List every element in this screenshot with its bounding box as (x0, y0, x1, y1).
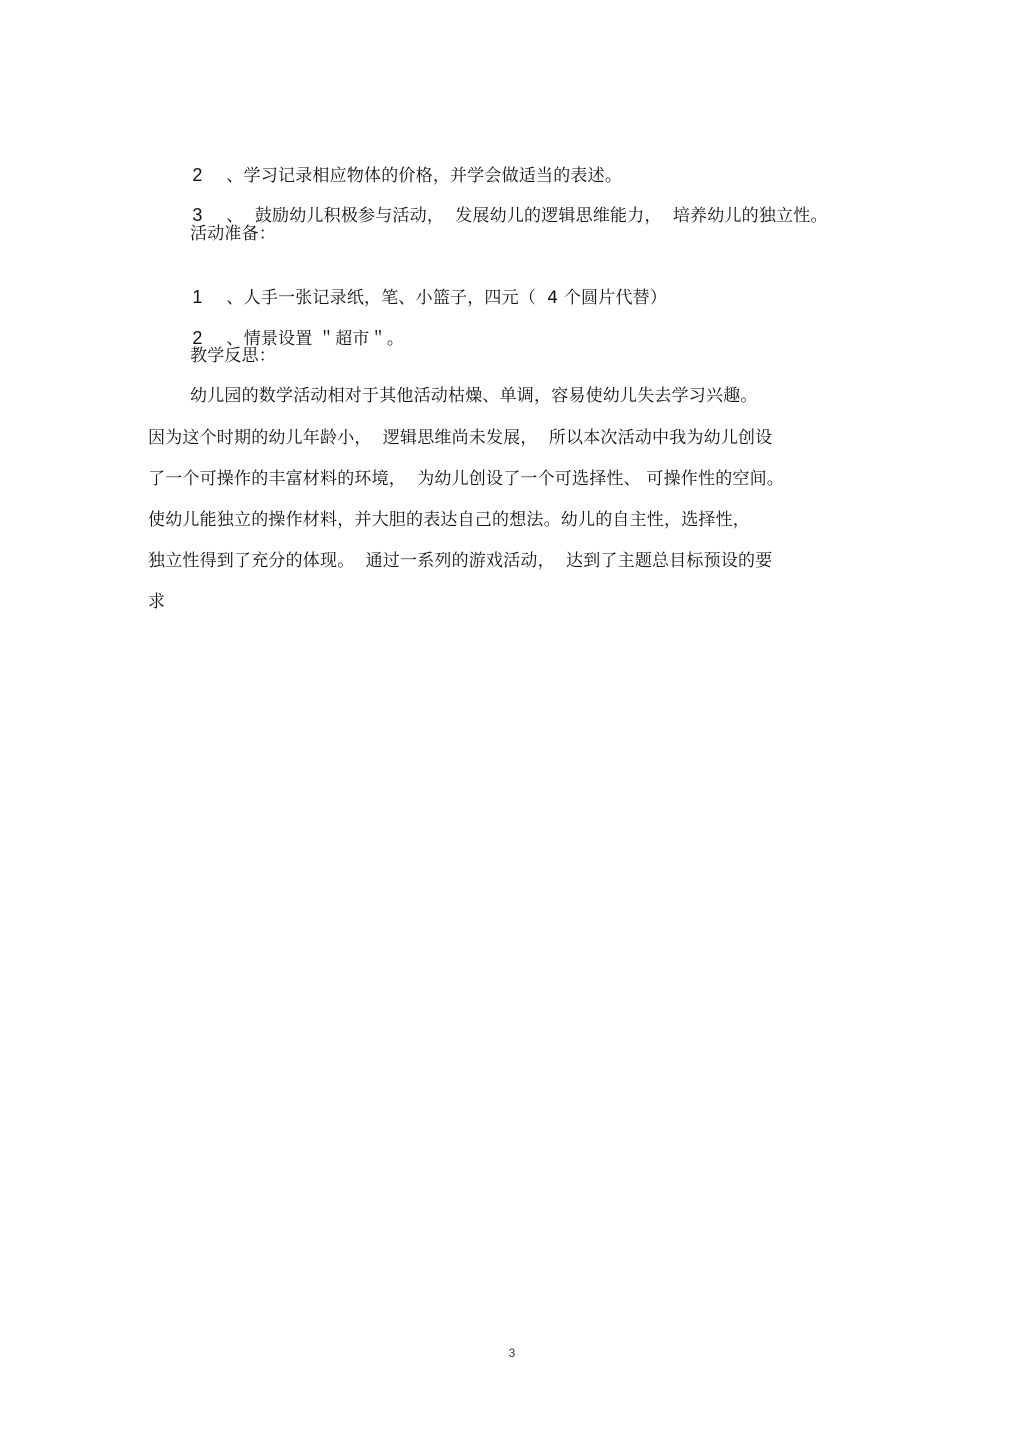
prep-number: 2 (192, 328, 203, 348)
prep-text: 、人手一张记录纸，笔、小篮子，四元（ 4 个圆片代替） (226, 288, 668, 308)
objective-text: 、学习记录相应物体的价格，并学会做适当的表述。 (226, 166, 623, 186)
reflection-line: 独立性得到了充分的体现。 通过一系列的游戏活动， 达到了主题总目标预设的要 (148, 551, 773, 571)
reflection-line: 幼儿园的数学活动相对于其他活动枯燥、单调，容易使幼儿失去学习兴趣。 (190, 386, 758, 406)
reflection-line: 求 (148, 592, 166, 612)
page-number: 3 (508, 1346, 516, 1360)
prep-text: 、情景设置 ＂超市＂。 (226, 329, 405, 349)
prep-heading: 活动准备： (190, 224, 276, 244)
reflection-line: 了一个可操作的丰富材料的环境， 为幼儿创设了一个可选择性、 可操作性的空间。 (148, 469, 785, 489)
objective-number: 2 (192, 165, 203, 185)
prep-number: 1 (192, 287, 203, 307)
reflection-line: 因为这个时期的幼儿年龄小， 逻辑思维尚未发展， 所以本次活动中我为幼儿创设 (148, 428, 773, 448)
reflection-line: 使幼儿能独立的操作材料，并大胆的表达自己的想法。幼儿的自主性，选择性， (148, 510, 750, 530)
reflection-heading: 教学反思： (190, 346, 276, 366)
objective-text: 、 鼓励幼儿积极参与活动， 发展幼儿的逻辑思维能力， 培养幼儿的独立性。 (226, 206, 828, 226)
objective-number: 3 (192, 205, 203, 225)
